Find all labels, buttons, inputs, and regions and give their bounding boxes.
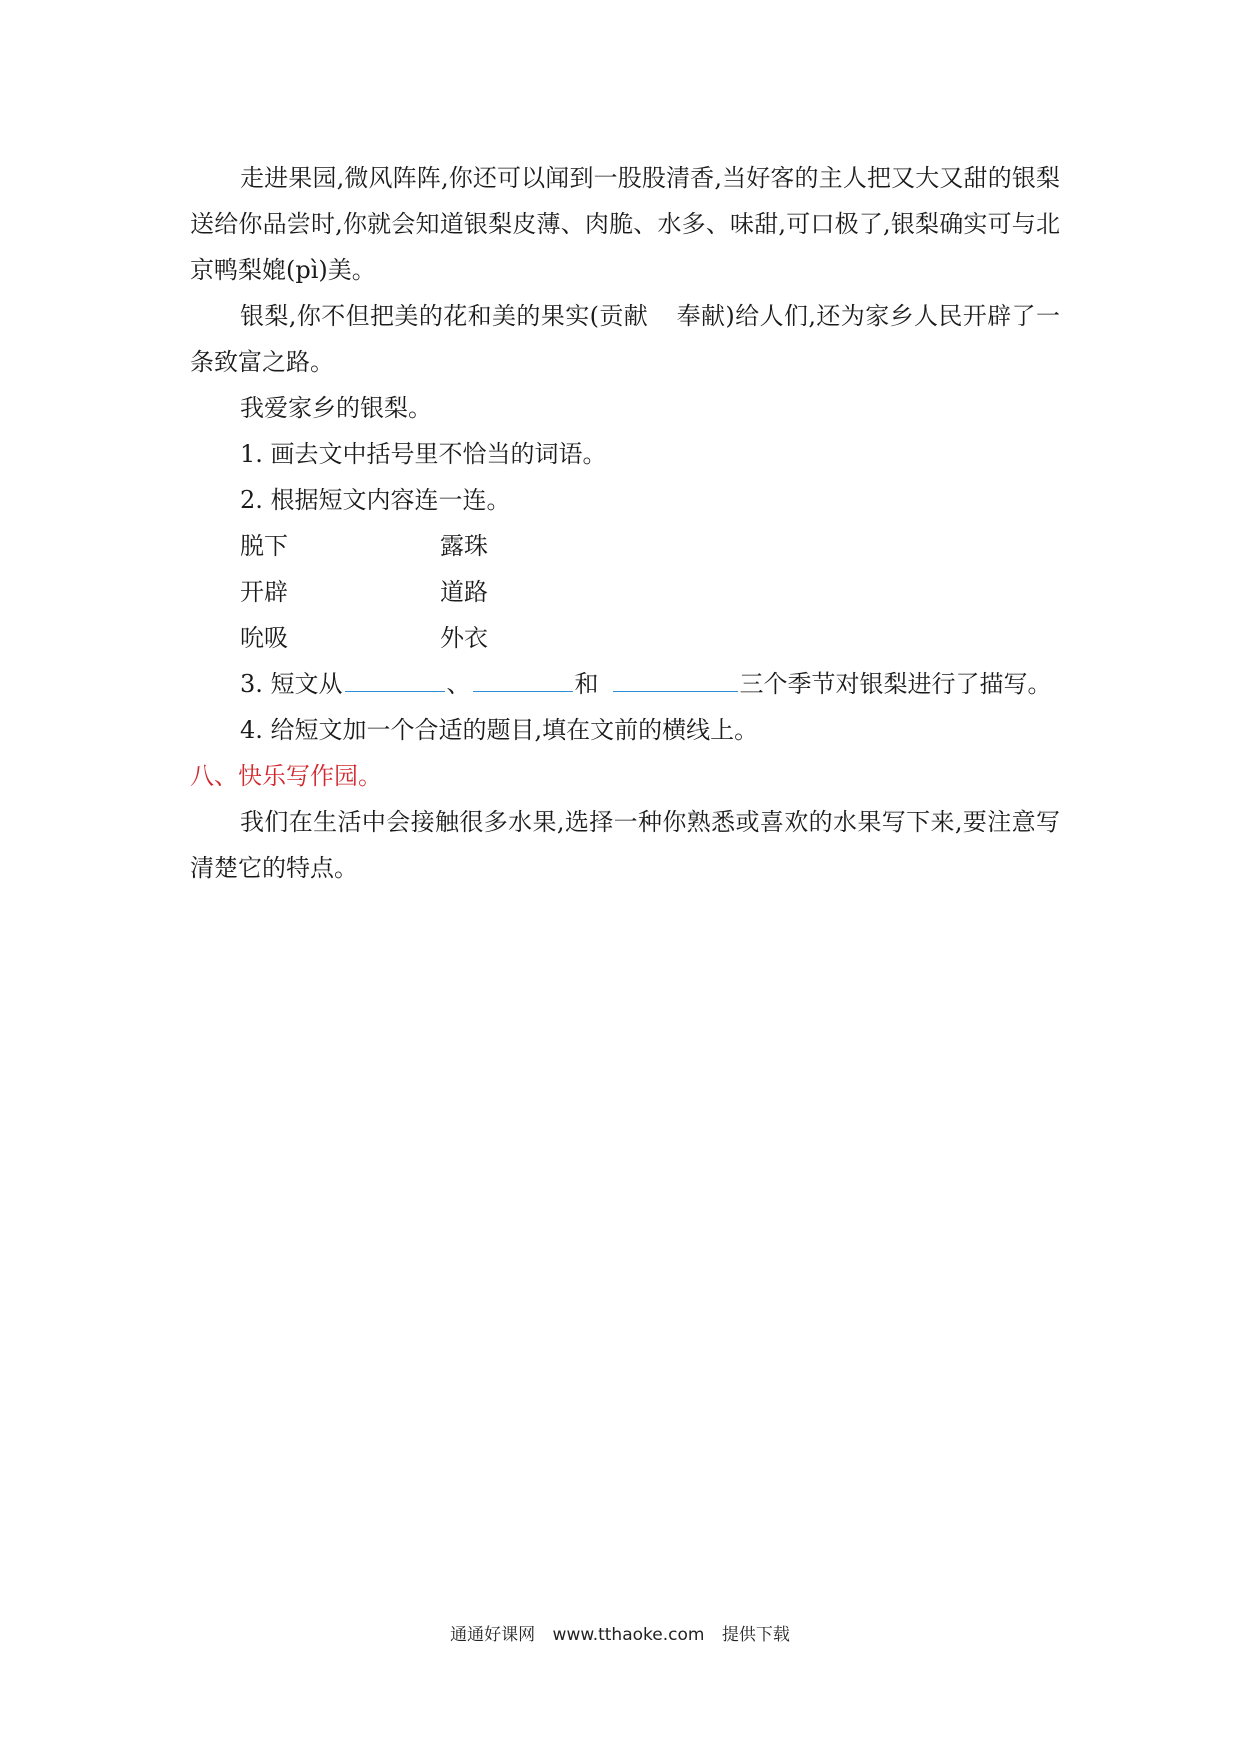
question-1: 1. 画去文中括号里不恰当的词语。 — [240, 440, 607, 468]
answer-blank-3[interactable] — [613, 665, 738, 692]
match-left-word[interactable]: 开辟 — [240, 578, 288, 606]
match-right-word[interactable]: 露珠 — [440, 532, 488, 560]
question-3 — [190, 661, 1060, 707]
question-4: 4. 给短文加一个合适的题目,填在文前的横线上。 — [240, 716, 759, 744]
passage-paragraph-2 — [190, 293, 1060, 385]
question-3-and: 和 — [574, 670, 599, 698]
match-row — [190, 523, 1060, 569]
worksheet-content — [190, 155, 1060, 891]
footer-site-name: 通通好课网 — [450, 1625, 536, 1645]
passage-paragraph-2-part1: 银梨,你不但把美的花和美的果实(贡献 — [240, 302, 649, 330]
question-3-prefix: 3. 短文从 — [240, 670, 343, 698]
footer-url[interactable]: www.tthaoke.com — [552, 1625, 705, 1645]
question-3-suffix: 三个季节对银梨进行了描写。 — [739, 670, 1052, 698]
match-row — [190, 569, 1060, 615]
passage-paragraph-3: 我爱家乡的银梨。 — [240, 394, 432, 422]
match-right-word[interactable]: 外衣 — [440, 624, 488, 652]
match-left-word[interactable]: 脱下 — [240, 532, 288, 560]
answer-blank-2[interactable] — [473, 665, 573, 692]
question-3-separator: 、 — [446, 670, 471, 698]
match-row — [190, 615, 1060, 661]
question-2: 2. 根据短文内容连一连。 — [240, 486, 511, 514]
passage-paragraph-1: 走进果园,微风阵阵,你还可以闻到一股股清香,当好客的主人把又大又甜的银梨送给你品尝时,你就会知道银梨皮薄、肉脆、水多、味甜,可口极了,银梨确实可与北京鸭梨媲(pì)美。 — [190, 164, 1060, 284]
match-right-word[interactable]: 道路 — [440, 578, 488, 606]
answer-blank-1[interactable] — [345, 665, 445, 692]
section-8-body: 我们在生活中会接触很多水果,选择一种你熟悉或喜欢的水果写下来,要注意写清楚它的特点。 — [190, 808, 1060, 882]
footer-note: 提供下载 — [721, 1625, 790, 1645]
passage-paragraph-2-part2: 奉献)给人们,还为家乡人民开辟了一条致富之路。 — [190, 302, 1060, 376]
section-8-title: 八、快乐写作园。 — [190, 762, 382, 790]
match-left-word[interactable]: 吮吸 — [240, 624, 288, 652]
page-footer — [0, 1620, 1240, 1645]
